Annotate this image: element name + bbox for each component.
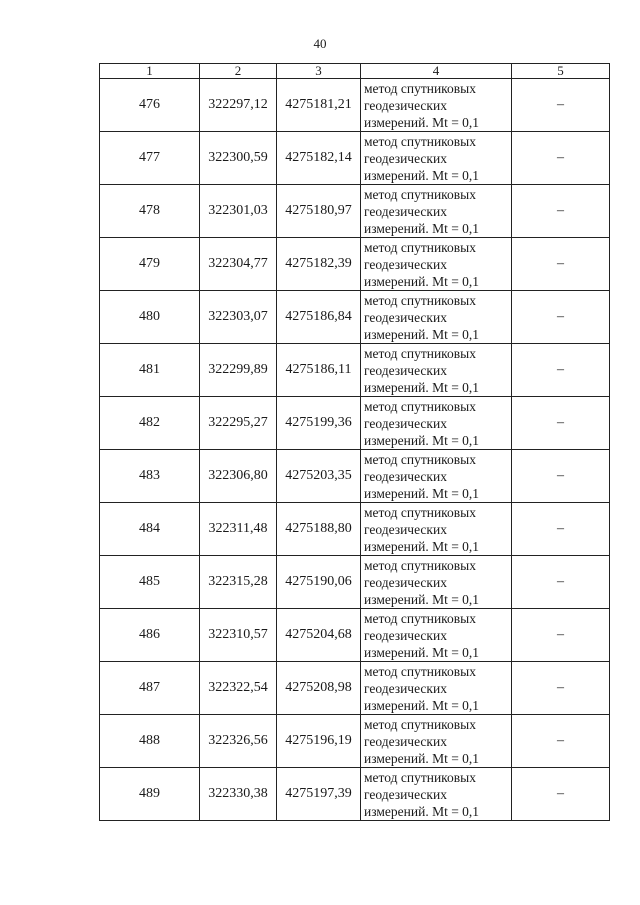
coord-y: 4275203,35 bbox=[277, 450, 361, 503]
coord-x: 322300,59 bbox=[200, 132, 277, 185]
note-cell: – bbox=[512, 556, 610, 609]
table-row bbox=[100, 715, 610, 768]
table-row bbox=[100, 291, 610, 344]
point-number: 476 bbox=[100, 79, 200, 132]
note-cell: – bbox=[512, 132, 610, 185]
coord-x: 322326,56 bbox=[200, 715, 277, 768]
method-description: метод спутниковых геодезических измерений. Mt = 0,1 bbox=[361, 132, 512, 185]
table-row bbox=[100, 503, 610, 556]
coord-y: 4275186,11 bbox=[277, 344, 361, 397]
table-row bbox=[100, 450, 610, 503]
coordinates-table bbox=[99, 63, 610, 821]
method-description: метод спутниковых геодезических измерений. Mt = 0,1 bbox=[361, 503, 512, 556]
header-col-3: 3 bbox=[277, 64, 361, 79]
method-description: метод спутниковых геодезических измерений. Mt = 0,1 bbox=[361, 450, 512, 503]
coord-x: 322301,03 bbox=[200, 185, 277, 238]
table-row bbox=[100, 79, 610, 132]
header-col-5: 5 bbox=[512, 64, 610, 79]
point-number: 485 bbox=[100, 556, 200, 609]
coord-x: 322304,77 bbox=[200, 238, 277, 291]
method-description: метод спутниковых геодезических измерений. Mt = 0,1 bbox=[361, 238, 512, 291]
table-row bbox=[100, 132, 610, 185]
point-number: 479 bbox=[100, 238, 200, 291]
coord-x: 322322,54 bbox=[200, 662, 277, 715]
method-description: метод спутниковых геодезических измерений. Mt = 0,1 bbox=[361, 79, 512, 132]
note-cell: – bbox=[512, 344, 610, 397]
coord-x: 322295,27 bbox=[200, 397, 277, 450]
point-number: 488 bbox=[100, 715, 200, 768]
table-row bbox=[100, 556, 610, 609]
coord-x: 322306,80 bbox=[200, 450, 277, 503]
table-header-row bbox=[100, 64, 610, 79]
note-cell: – bbox=[512, 291, 610, 344]
coord-y: 4275182,39 bbox=[277, 238, 361, 291]
header-col-1: 1 bbox=[100, 64, 200, 79]
point-number: 482 bbox=[100, 397, 200, 450]
point-number: 484 bbox=[100, 503, 200, 556]
point-number: 480 bbox=[100, 291, 200, 344]
coord-x: 322311,48 bbox=[200, 503, 277, 556]
note-cell: – bbox=[512, 503, 610, 556]
coord-y: 4275204,68 bbox=[277, 609, 361, 662]
note-cell: – bbox=[512, 397, 610, 450]
method-description: метод спутниковых геодезических измерений. Mt = 0,1 bbox=[361, 185, 512, 238]
table-row bbox=[100, 185, 610, 238]
note-cell: – bbox=[512, 768, 610, 821]
table-row bbox=[100, 662, 610, 715]
point-number: 487 bbox=[100, 662, 200, 715]
table-row bbox=[100, 609, 610, 662]
coord-y: 4275197,39 bbox=[277, 768, 361, 821]
header-col-2: 2 bbox=[200, 64, 277, 79]
method-description: метод спутниковых геодезических измерений. Mt = 0,1 bbox=[361, 556, 512, 609]
coord-x: 322303,07 bbox=[200, 291, 277, 344]
table-row bbox=[100, 344, 610, 397]
method-description: метод спутниковых геодезических измерений. Mt = 0,1 bbox=[361, 609, 512, 662]
method-description: метод спутниковых геодезических измерений. Mt = 0,1 bbox=[361, 291, 512, 344]
coord-x: 322330,38 bbox=[200, 768, 277, 821]
coord-x: 322310,57 bbox=[200, 609, 277, 662]
point-number: 483 bbox=[100, 450, 200, 503]
coord-y: 4275199,36 bbox=[277, 397, 361, 450]
note-cell: – bbox=[512, 609, 610, 662]
note-cell: – bbox=[512, 662, 610, 715]
coord-y: 4275188,80 bbox=[277, 503, 361, 556]
coord-y: 4275180,97 bbox=[277, 185, 361, 238]
coord-y: 4275181,21 bbox=[277, 79, 361, 132]
coord-x: 322297,12 bbox=[200, 79, 277, 132]
header-col-4: 4 bbox=[361, 64, 512, 79]
coord-y: 4275196,19 bbox=[277, 715, 361, 768]
point-number: 489 bbox=[100, 768, 200, 821]
note-cell: – bbox=[512, 238, 610, 291]
note-cell: – bbox=[512, 715, 610, 768]
method-description: метод спутниковых геодезических измерений. Mt = 0,1 bbox=[361, 715, 512, 768]
point-number: 478 bbox=[100, 185, 200, 238]
note-cell: – bbox=[512, 185, 610, 238]
note-cell: – bbox=[512, 450, 610, 503]
coord-x: 322299,89 bbox=[200, 344, 277, 397]
table-row bbox=[100, 397, 610, 450]
coord-y: 4275182,14 bbox=[277, 132, 361, 185]
coord-y: 4275208,98 bbox=[277, 662, 361, 715]
coord-x: 322315,28 bbox=[200, 556, 277, 609]
page-number: 40 bbox=[313, 36, 327, 51]
method-description: метод спутниковых геодезических измерений. Mt = 0,1 bbox=[361, 662, 512, 715]
coord-y: 4275190,06 bbox=[277, 556, 361, 609]
point-number: 486 bbox=[100, 609, 200, 662]
note-cell: – bbox=[512, 79, 610, 132]
table-row bbox=[100, 768, 610, 821]
table-row bbox=[100, 238, 610, 291]
method-description: метод спутниковых геодезических измерений. Mt = 0,1 bbox=[361, 344, 512, 397]
method-description: метод спутниковых геодезических измерений. Mt = 0,1 bbox=[361, 768, 512, 821]
point-number: 481 bbox=[100, 344, 200, 397]
coord-y: 4275186,84 bbox=[277, 291, 361, 344]
point-number: 477 bbox=[100, 132, 200, 185]
method-description: метод спутниковых геодезических измерений. Mt = 0,1 bbox=[361, 397, 512, 450]
